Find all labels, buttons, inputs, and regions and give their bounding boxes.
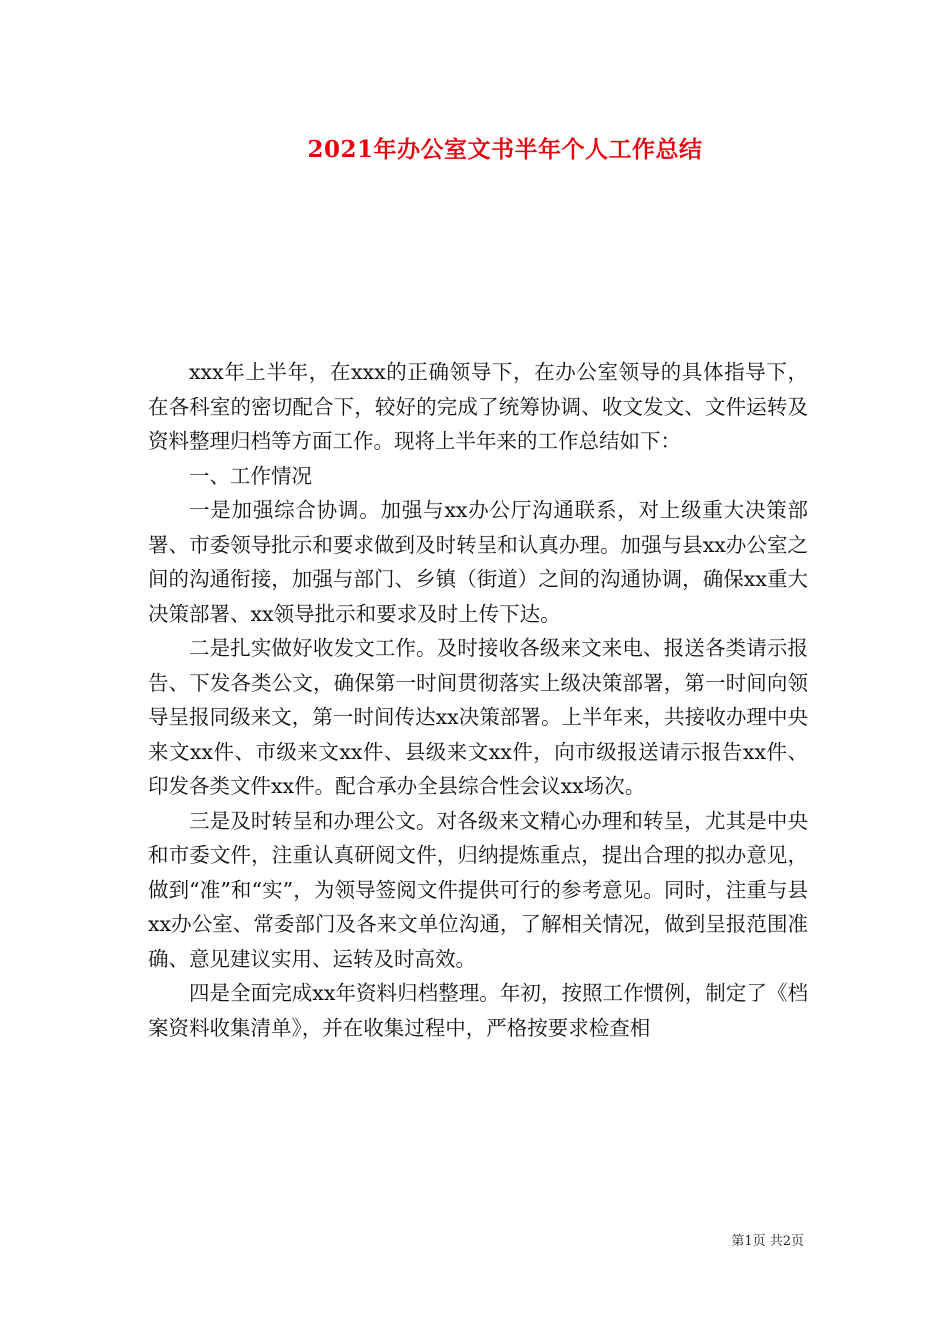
- intro-paragraph: xxx年上半年，在xxx的正确领导下，在办公室领导的具体指导下，在各科室的密切配合下，较好的完成了统筹协调、收文发文、文件运转及资料整理归档等方面工作。现将上半年来的工作总结如下：: [148, 360, 808, 453]
- paragraph-coordination: 一是加强综合协调。加强与xx办公厅沟通联系，对上级重大决策部署、市委领导批示和要求做到及时转呈和认真办理。加强与县xx办公室之间的沟通衔接，加强与部门、乡镇（街道）之间的沟通协调，确保xx重大决策部署、xx领导批示和要求及时上传下达。: [148, 498, 808, 626]
- section-heading: 一、工作情况: [189, 463, 312, 488]
- document-body: [148, 355, 808, 1045]
- paragraph-document-processing: 三是及时转呈和办理公文。对各级来文精心办理和转呈，尤其是中央和市委文件，注重认真研阅文件，归纳提炼重点，提出合理的拟办意见，做到“准”和“实”，为领导签阅文件提供可行的参考意见。同时，注重与县xx办公室、常委部门及各来文单位沟通，了解相关情况，做到呈报范围准确、意见建议实用、运转及时高效。: [148, 808, 808, 971]
- document-title: 2021年办公室文书半年个人工作总结: [307, 136, 703, 163]
- page-number: 第1页 共2页: [731, 1234, 804, 1249]
- paragraph-archiving: 四是全面完成xx年资料归档整理。年初，按照工作惯例，制定了《档案资料收集清单》，并在收集过程中，严格按要求检查相: [148, 981, 808, 1040]
- paragraph-document-handling: 二是扎实做好收发文工作。及时接收各级来文来电、报送各类请示报告、下发各类公文，确保第一时间贯彻落实上级决策部署，第一时间向领导呈报同级来文，第一时间传达xx决策部署。上半年来，共接收办理中央来文xx件、市级来文xx件、县级来文xx件，向市级报送请示报告xx件、印发各类文件xx件。配合承办全县综合性会议xx场次。: [148, 636, 808, 798]
